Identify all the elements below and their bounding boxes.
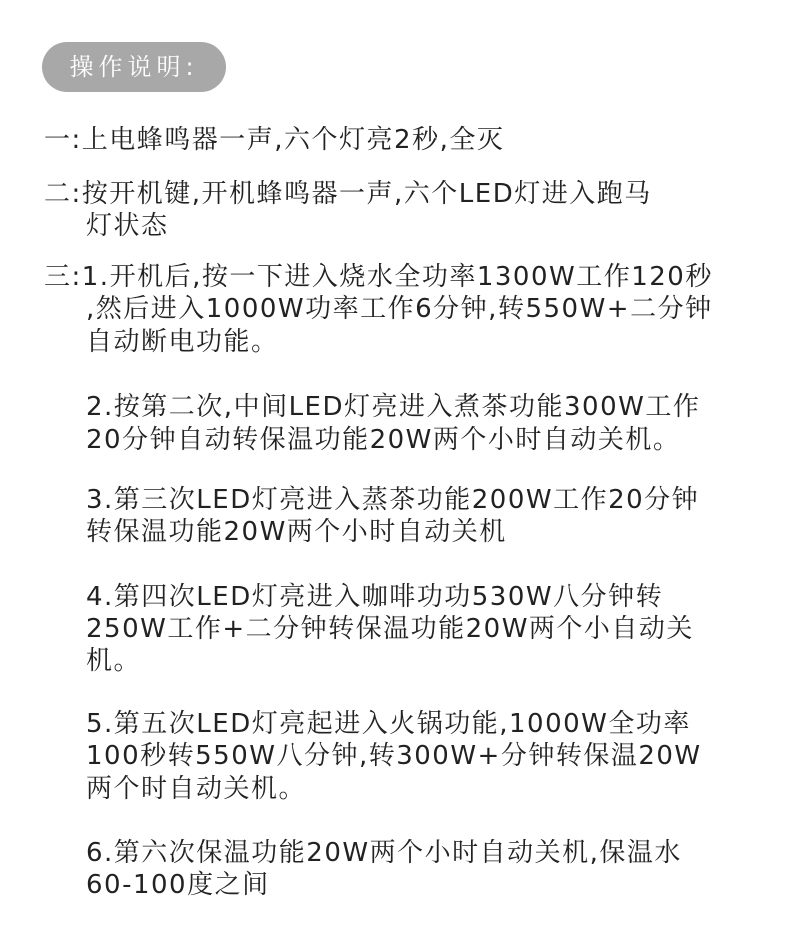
item5-line-2: 100秒转550W八分钟,转300W+分钟转保温20W (86, 741, 702, 771)
item1-line-2: ,然后进入1000W功率工作6分钟,转550W+二分钟 (86, 294, 713, 324)
item3-line-2: 转保温功能20W两个小时自动关机 (86, 517, 507, 547)
instructions-title-badge: 操作说明: (42, 42, 226, 92)
item6-line-2: 60-100度之间 (86, 870, 270, 900)
item4-line-1: 4.第四次LED灯亮进入咖啡功功530W八分钟转 (86, 582, 664, 612)
item2-line-1: 2.按第二次,中间LED灯亮进入煮茶功能300W工作 (86, 392, 701, 422)
item2-line-2: 20分钟自动转保温功能20W两个小时自动关机。 (86, 425, 681, 455)
item1-line-3: 自动断电功能。 (86, 327, 279, 357)
item5-line-1: 5.第五次LED灯亮起进入火锅功能,1000W全功率 (86, 709, 691, 739)
item5-line-3: 两个时自动关机。 (86, 774, 307, 804)
section-one-line-1: 一:上电蜂鸣器一声,六个灯亮2秒,全灭 (44, 125, 505, 155)
item3-line-1: 3.第三次LED灯亮进入蒸茶功能200W工作20分钟 (86, 485, 700, 515)
section-two-line-1: 二:按开机键,开机蜂鸣器一声,六个LED灯进入跑马 (44, 179, 652, 209)
section-two-line-2: 灯状态 (86, 211, 169, 241)
item4-line-2: 250W工作+二分钟转保温功能20W两个小自动关 (86, 614, 694, 644)
item4-line-3: 机。 (86, 646, 142, 676)
item1-line-1: 三:1.开机后,按一下进入烧水全功率1300W工作120秒 (44, 262, 713, 292)
item6-line-1: 6.第六次保温功能20W两个小时自动关机,保温水 (86, 838, 682, 868)
